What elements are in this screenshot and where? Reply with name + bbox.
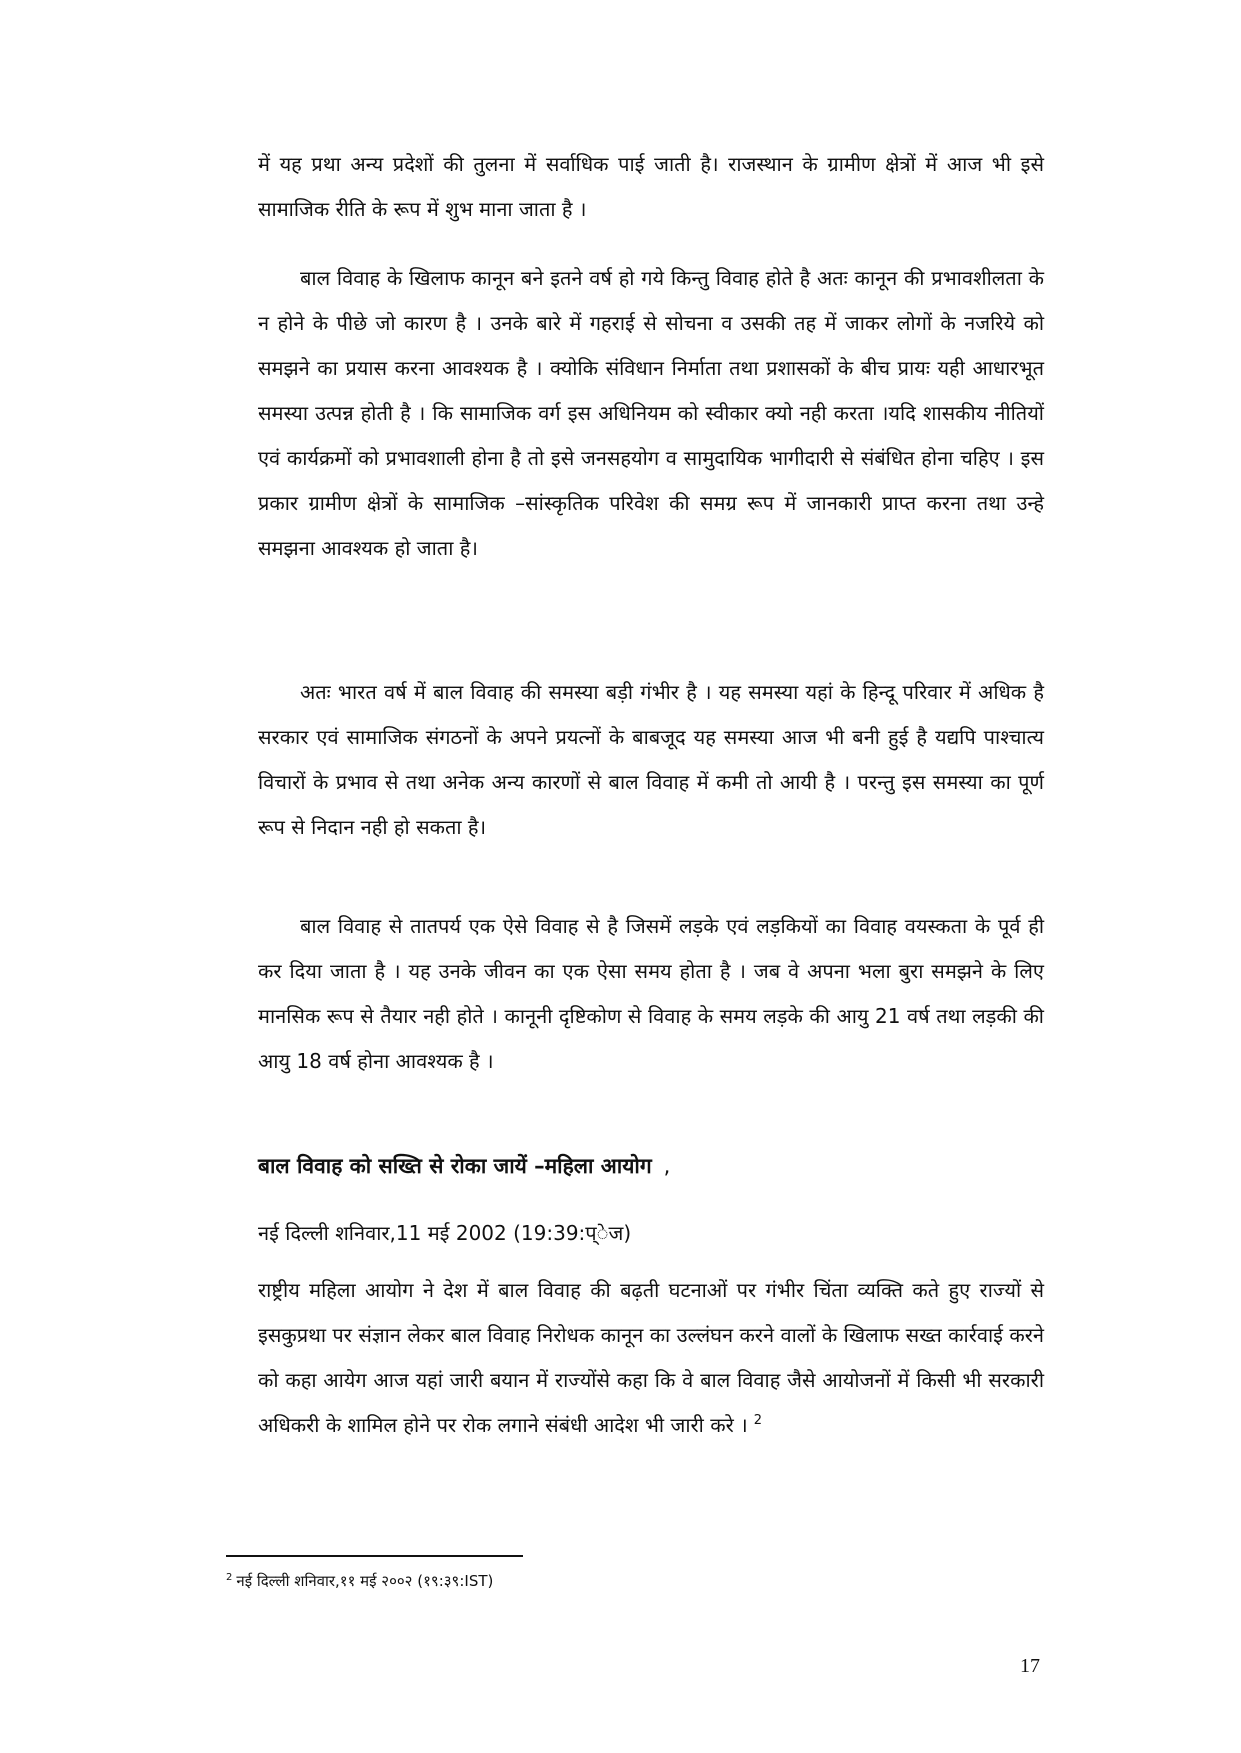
footnote-text: नई दिल्ली शनिवार,११ मई २००२ (१९:३९:IST) [236,1572,494,1590]
news-paragraph [258,1268,1044,1448]
paragraph-4: बाल विवाह से तातपर्य एक ऐसे विवाह से है जिसमें लड़के एवं लड़कियों का विवाह वयस्कता के पूर्व ही कर दिया जाता है । यह उनके जीवन का एक ऐसा समय होता है । जब वे अपना भला बुरा समझने के लिए मानसिक रूप से तैयार नही होते । कानूनी दृष्टिकोण से विवाह के समय लड़के की आयु 21 वर्ष तथा लड़की की आयु 18 वर्ष होना आवश्यक है । [258,914,1044,1073]
section-heading-text: बाल विवाह को सख्ति से रोका जायें –महिला आयोग [258,1154,652,1178]
paragraph-2: बाल विवाह के खिलाफ कानून बने इतने वर्ष हो गये किन्तु विवाह होते है अतः कानून की प्रभावशीलता के न होने के पीछे जो कारण है । उनके बारे में गहराई से सोचना व उसकी तह में जाकर लोगों के नजरिये को समझने का प्रयास करना आवश्यक है । क्योकि संविधान निर्माता तथा प्रशासकों के बीच प्रायः यही आधारभूत समस्या उत्पन्न होती है । कि सामाजिक वर्ग इस अधिनियम को स्वीकार क्यो नही करता ।यदि शासकीय नीतियों एवं कार्यक्रमों को प्रभावशाली होना है तो इसे जनसहयोग व सामुदायिक भागीदारी से संबंधित होना चहिए । इस प्रकार ग्रामीण क्षेत्रों के सामाजिक –सांस्कृतिक परिवेश की समग्र रूप में जानकारी प्राप्त करना तथा उन्हे समझना आवश्यक हो जाता है। [258,266,1044,560]
footnote [226,1566,493,1593]
section-heading-comma: , [663,1154,671,1178]
footnote-marker: 2 [226,1572,233,1583]
news-dateline: नई दिल्ली शनिवार,11 मई 2002 (19:39:प्ेज) [258,1221,632,1245]
paragraph-3: अतः भारत वर्ष में बाल विवाह की समस्या बड़ी गंभीर है । यह समस्या यहां के हिन्दू परिवार में अधिक है सरकार एवं सामाजिक संगठनों के अपने प्रयत्नों के बाबजूद यह समस्या आज भी बनी हुई है यद्यपि पाश्चात्य विचारों के प्रभाव से तथा अनेक अन्य कारणों से बाल विवाह में कमी तो आयी है । परन्तु इस समस्या का पूर्ण रूप से निदान नही हो सकता है। [258,680,1044,839]
page-number: 17 [1020,1655,1040,1677]
section-heading [258,1146,670,1186]
paragraph-1: में यह प्रथा अन्य प्रदेशों की तुलना में सर्वाधिक पाई जाती है। राजस्थान के ग्रामीण क्षेत्रों में आज भी इसे सामाजिक रीति के रूप में शुभ माना जाता है । [258,152,1044,221]
footnote-divider [226,1555,523,1557]
news-paragraph-text: राष्ट्रीय महिला आयोग ने देश में बाल विवाह की बढ़ती घटनाओं पर गंभीर चिंता व्यक्ति कते हुए राज्यों से इसकुप्रथा पर संज्ञान लेकर बाल विवाह निरोधक कानून का उल्लंघन करने वालों के खिलाफ सख्त कार्रवाई करने को कहा आयेग आज यहां जारी बयान में राज्योंसे कहा कि वे बाल विवाह जैसे आयोजनों में किसी भी सरकारी अधिकरी के शामिल होने पर रोक लगाने संबंधी आदेश भी जारी करे । [258,1278,1044,1437]
footnote-reference[interactable]: 2 [753,1413,762,1429]
